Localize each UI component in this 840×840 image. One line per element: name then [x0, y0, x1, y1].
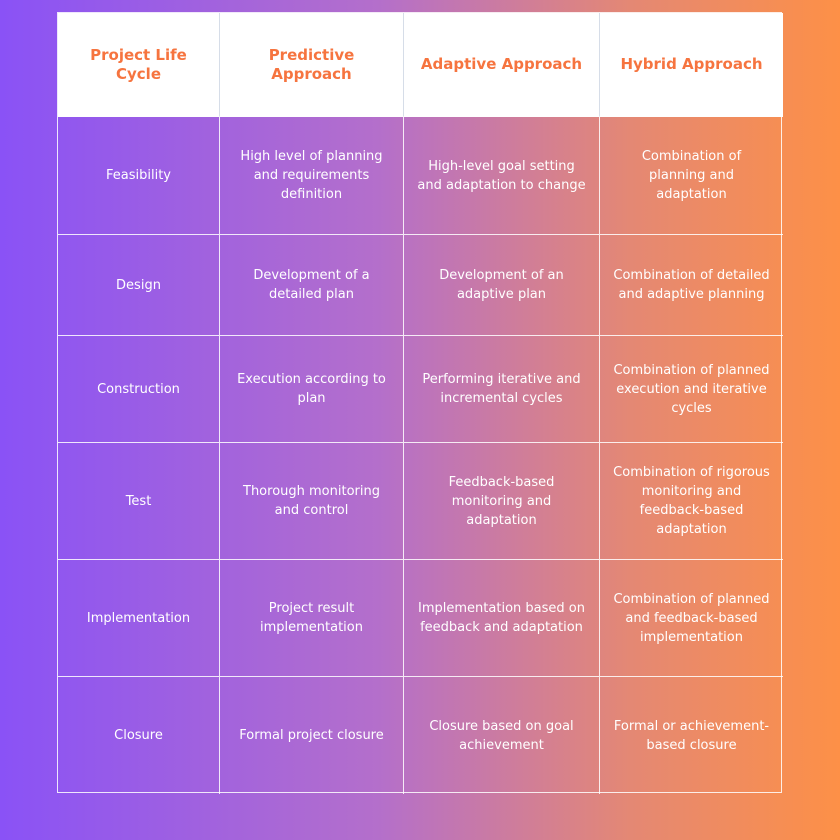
- cell-hybrid-test: Combination of rigorous monitoring and feedback-based adaptation: [600, 443, 783, 560]
- cell-hybrid-design: Combination of detailed and adaptive planning: [600, 235, 783, 336]
- cell-predictive-feasibility: High level of planning and requirements definition: [220, 117, 404, 235]
- cell-phase-test: Test: [58, 443, 220, 560]
- cell-adaptive-test: Feedback-based monitoring and adaptation: [404, 443, 600, 560]
- cell-adaptive-implementation: Implementation based on feedback and adaptation: [404, 560, 600, 677]
- cell-predictive-test: Thorough monitoring and control: [220, 443, 404, 560]
- header-project-life-cycle: Project Life Cycle: [58, 13, 220, 117]
- cell-hybrid-closure: Formal or achievement-based closure: [613, 718, 770, 753]
- header-adaptive-approach: Adaptive Approach: [404, 13, 600, 117]
- cell-predictive-construction: Execution according to plan: [220, 336, 404, 443]
- comparison-table: [57, 12, 782, 793]
- cell-adaptive-closure: Closure based on goal achievement: [404, 677, 600, 794]
- header-predictive-approach: Predictive Approach: [220, 13, 404, 117]
- cell-adaptive-feasibility: High-level goal setting and adaptation to change: [404, 117, 600, 235]
- cell-phase-construction: Construction: [58, 336, 220, 443]
- cell-phase-closure: Closure: [58, 677, 220, 794]
- cell-predictive-closure: Formal project closure: [220, 677, 404, 794]
- cell-hybrid-implementation: Combination of planned and feedback-based implementation: [600, 560, 783, 677]
- cell-adaptive-construction: Performing iterative and incremental cycles: [404, 336, 600, 443]
- cell-phase-feasibility: Feasibility: [58, 117, 220, 235]
- cell-predictive-design: Development of a detailed plan: [220, 235, 404, 336]
- cell-hybrid-feasibility: Combination of planning and adaptation: [600, 117, 783, 235]
- header-hybrid-approach: Hybrid Approach: [600, 13, 783, 117]
- cell-phase-design: Design: [58, 235, 220, 336]
- cell-phase-implementation: Implementation: [58, 560, 220, 677]
- cell-adaptive-design: Development of an adaptive plan: [404, 235, 600, 336]
- cell-predictive-implementation: Project result implementation: [220, 560, 404, 677]
- cell-hybrid-construction: Combination of planned execution and iterative cycles: [600, 336, 783, 443]
